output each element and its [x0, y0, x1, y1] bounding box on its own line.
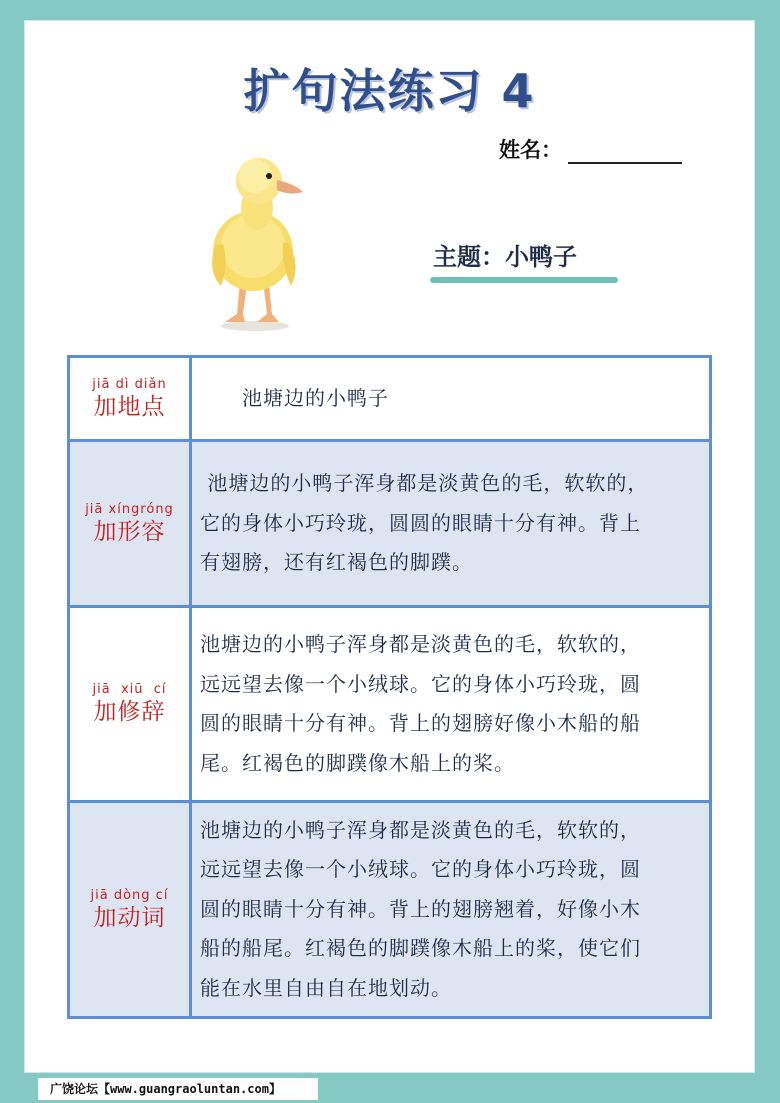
sentence-line: 池塘边的小鸭子浑身都是淡黄色的毛，软软的，: [200, 632, 641, 656]
duckling-image: [185, 136, 325, 336]
sentence-cell: [191, 802, 711, 1018]
expansion-table: [67, 355, 712, 1019]
pinyin-text: jiā dì diǎn: [92, 376, 167, 392]
row-label-cell: [69, 607, 191, 802]
sentence-line: 池塘边的小鸭子浑身都是淡黄色的毛，软软的，: [200, 817, 641, 842]
category-label: 加形容: [93, 518, 166, 545]
sentence-line: 圆的眼睛十分有神。背上的翅膀翘着，好像小木: [200, 896, 641, 921]
sentence-line: 圆的眼睛十分有神。背上的翅膀好像小木船的船: [200, 711, 641, 735]
pinyin-text: jiā dòng cí: [90, 887, 169, 903]
row-label-cell: [69, 441, 191, 607]
theme-label: 主题：小鸭子: [433, 243, 577, 271]
footer-watermark: 广饶论坛【www.guangraoluntan.com】: [38, 1078, 318, 1100]
table-row-adjective: [69, 441, 711, 607]
sentence-line: 池塘边的小鸭子: [200, 385, 389, 410]
name-label: 姓名：: [499, 138, 562, 162]
name-blank-line: [568, 140, 682, 164]
name-field: [499, 134, 682, 164]
sentence-line: 它的身体小巧玲珑，圆圆的眼睛十分有神。背上: [200, 510, 641, 535]
row-label-cell: [69, 802, 191, 1018]
sentence-line: 远远望去像一个小绒球。它的身体小巧玲珑，圆: [200, 671, 641, 696]
sentence-line: 有翅膀，还有红褐色的脚蹼。: [200, 550, 473, 575]
row-label-cell: [69, 357, 191, 441]
sentence-line: 池塘边的小鸭子浑身都是淡黄色的毛，软软的，: [200, 471, 649, 496]
worksheet-page: [24, 20, 755, 1073]
sentence-line: 能在水里自由自在地划动。: [200, 975, 452, 1000]
sentence-cell: [191, 607, 711, 802]
sentence-line: 船的船尾。红褐色的脚蹼像木船上的桨，使它们: [200, 936, 641, 961]
pinyin-text: jiā xíngróng: [85, 501, 174, 517]
page-title: 扩句法练习 4: [243, 64, 536, 118]
table-row-place: [69, 357, 711, 441]
theme-underline: [430, 277, 618, 283]
category-label: 加地点: [93, 393, 166, 420]
sentence-line: 尾。红褐色的脚蹼像木船上的桨。: [200, 750, 515, 775]
sentence-cell: [191, 357, 711, 441]
sentence-line: 远远望去像一个小绒球。它的身体小巧玲珑，圆: [200, 857, 641, 882]
table-row-verb: [69, 802, 711, 1018]
category-label: 加动词: [93, 904, 166, 931]
sentence-cell: [191, 441, 711, 607]
category-label: 加修辞: [93, 699, 166, 725]
table-row-rhetoric: [69, 607, 711, 802]
pinyin-text: jiā xiū cí: [92, 682, 167, 697]
